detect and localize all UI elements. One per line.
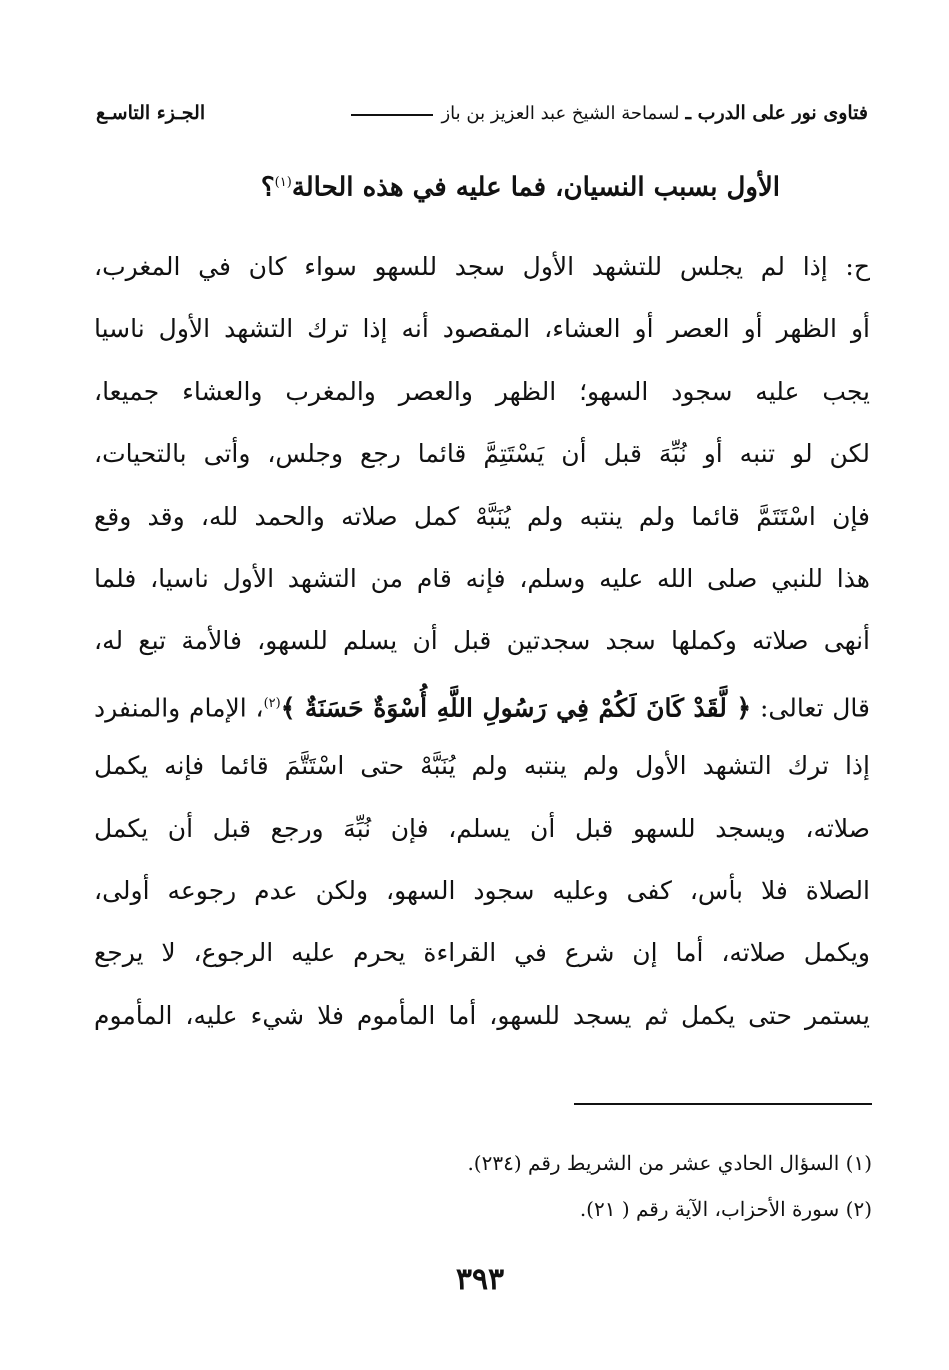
answer-line: أو الظهر أو العصر أو العشاء، المقصود أنه إذا ترك التشهد الأول ناسيا — [94, 314, 870, 344]
answer-line: أنهى صلاته وكملها سجد سجدتين قبل أن يسلم للسهو، فالأمة تبع له، — [94, 626, 870, 656]
answer-line: هذا للنبي صلى الله عليه وسلم، فإنه قام من التشهد الأول ناسيا، فلما — [94, 563, 870, 593]
answer-line: لكن لو تنبه أو نُبِّهَ قبل أن يَسْتَتِمَّ قائما رجع وجلس، وأتى بالتحيات، — [94, 439, 870, 469]
page-number: ٣٩٣ — [455, 1262, 505, 1297]
answer-line: فإن اسْتَتَمَّ قائما ولم ينتبه ولم يُنَبَّهْ كمل صلاته والحمد لله، وقد وقع — [94, 501, 870, 531]
quran-intro: قال تعالى: — [759, 693, 871, 723]
quran-citation-line — [94, 673, 870, 735]
running-header — [96, 96, 868, 130]
question-text-content: الأول بسبب النسيان، فما عليه في هذه الحالة — [291, 172, 780, 203]
answer-line: ح: إذا لم يجلس للتشهد الأول سجد للسهو سواء كان في المغرب، — [94, 252, 870, 281]
book-title: فتاوى نور على الدرب ـ — [685, 102, 868, 124]
footnotes — [300, 1140, 872, 1232]
answer-line: الصلاة فلا بأس، كفى وعليه سجود السهو، ولكن عدم رجوعه أولى، — [94, 875, 870, 905]
question-text — [240, 158, 780, 213]
quran-verse: ﴿ لَّقَدْ كَانَ لَكُمْ فِي رَسُولِ اللَّهِ أُسْوَةٌ حَسَنَةٌ ﴾ — [280, 693, 752, 723]
footnote-2: (٢) سورة الأحزاب، الآية رقم ( ٢١). — [579, 1197, 872, 1221]
answer-line: يجب عليه سجود السهو؛ الظهر والعصر والمغرب والعشاء جميعا، — [94, 376, 870, 406]
answer-text — [94, 236, 870, 1047]
answer-line: يستمر حتى يكمل ثم يسجد للسهو، أما المأموم فلا شيء عليه، المأموم — [94, 1000, 870, 1030]
answer-line: إذا ترك التشهد الأول ولم ينتبه ولم يُنَبَّهْ حتى اسْتَتَّمَ قائما فإنه يكمل — [94, 751, 870, 781]
quran-after: ، الإمام والمنفرد — [94, 693, 264, 723]
question-mark: ؟ — [260, 172, 275, 203]
answer-line: صلاته، ويسجد للسهو قبل أن يسلم، فإن نُبِّهَ ورجع قبل أن يكمل — [94, 813, 870, 843]
header-separator-line — [351, 114, 433, 116]
author-name: لسماحة الشيخ عبد العزيز بن باز — [441, 102, 680, 124]
footnote-1: (١) السؤال الحادي عشر من الشريط رقم (٢٣٤). — [467, 1151, 872, 1175]
answer-line: ويكمل صلاته، أما إن شرع في القراءة يحرم عليه الرجوع، لا يرجع — [94, 938, 870, 968]
volume-label: الجـزء التاسـع — [96, 102, 206, 124]
footnote-divider — [574, 1103, 872, 1105]
footnote-ref-1: (١) — [274, 175, 292, 190]
footnote-ref-2: (٢) — [263, 695, 281, 711]
